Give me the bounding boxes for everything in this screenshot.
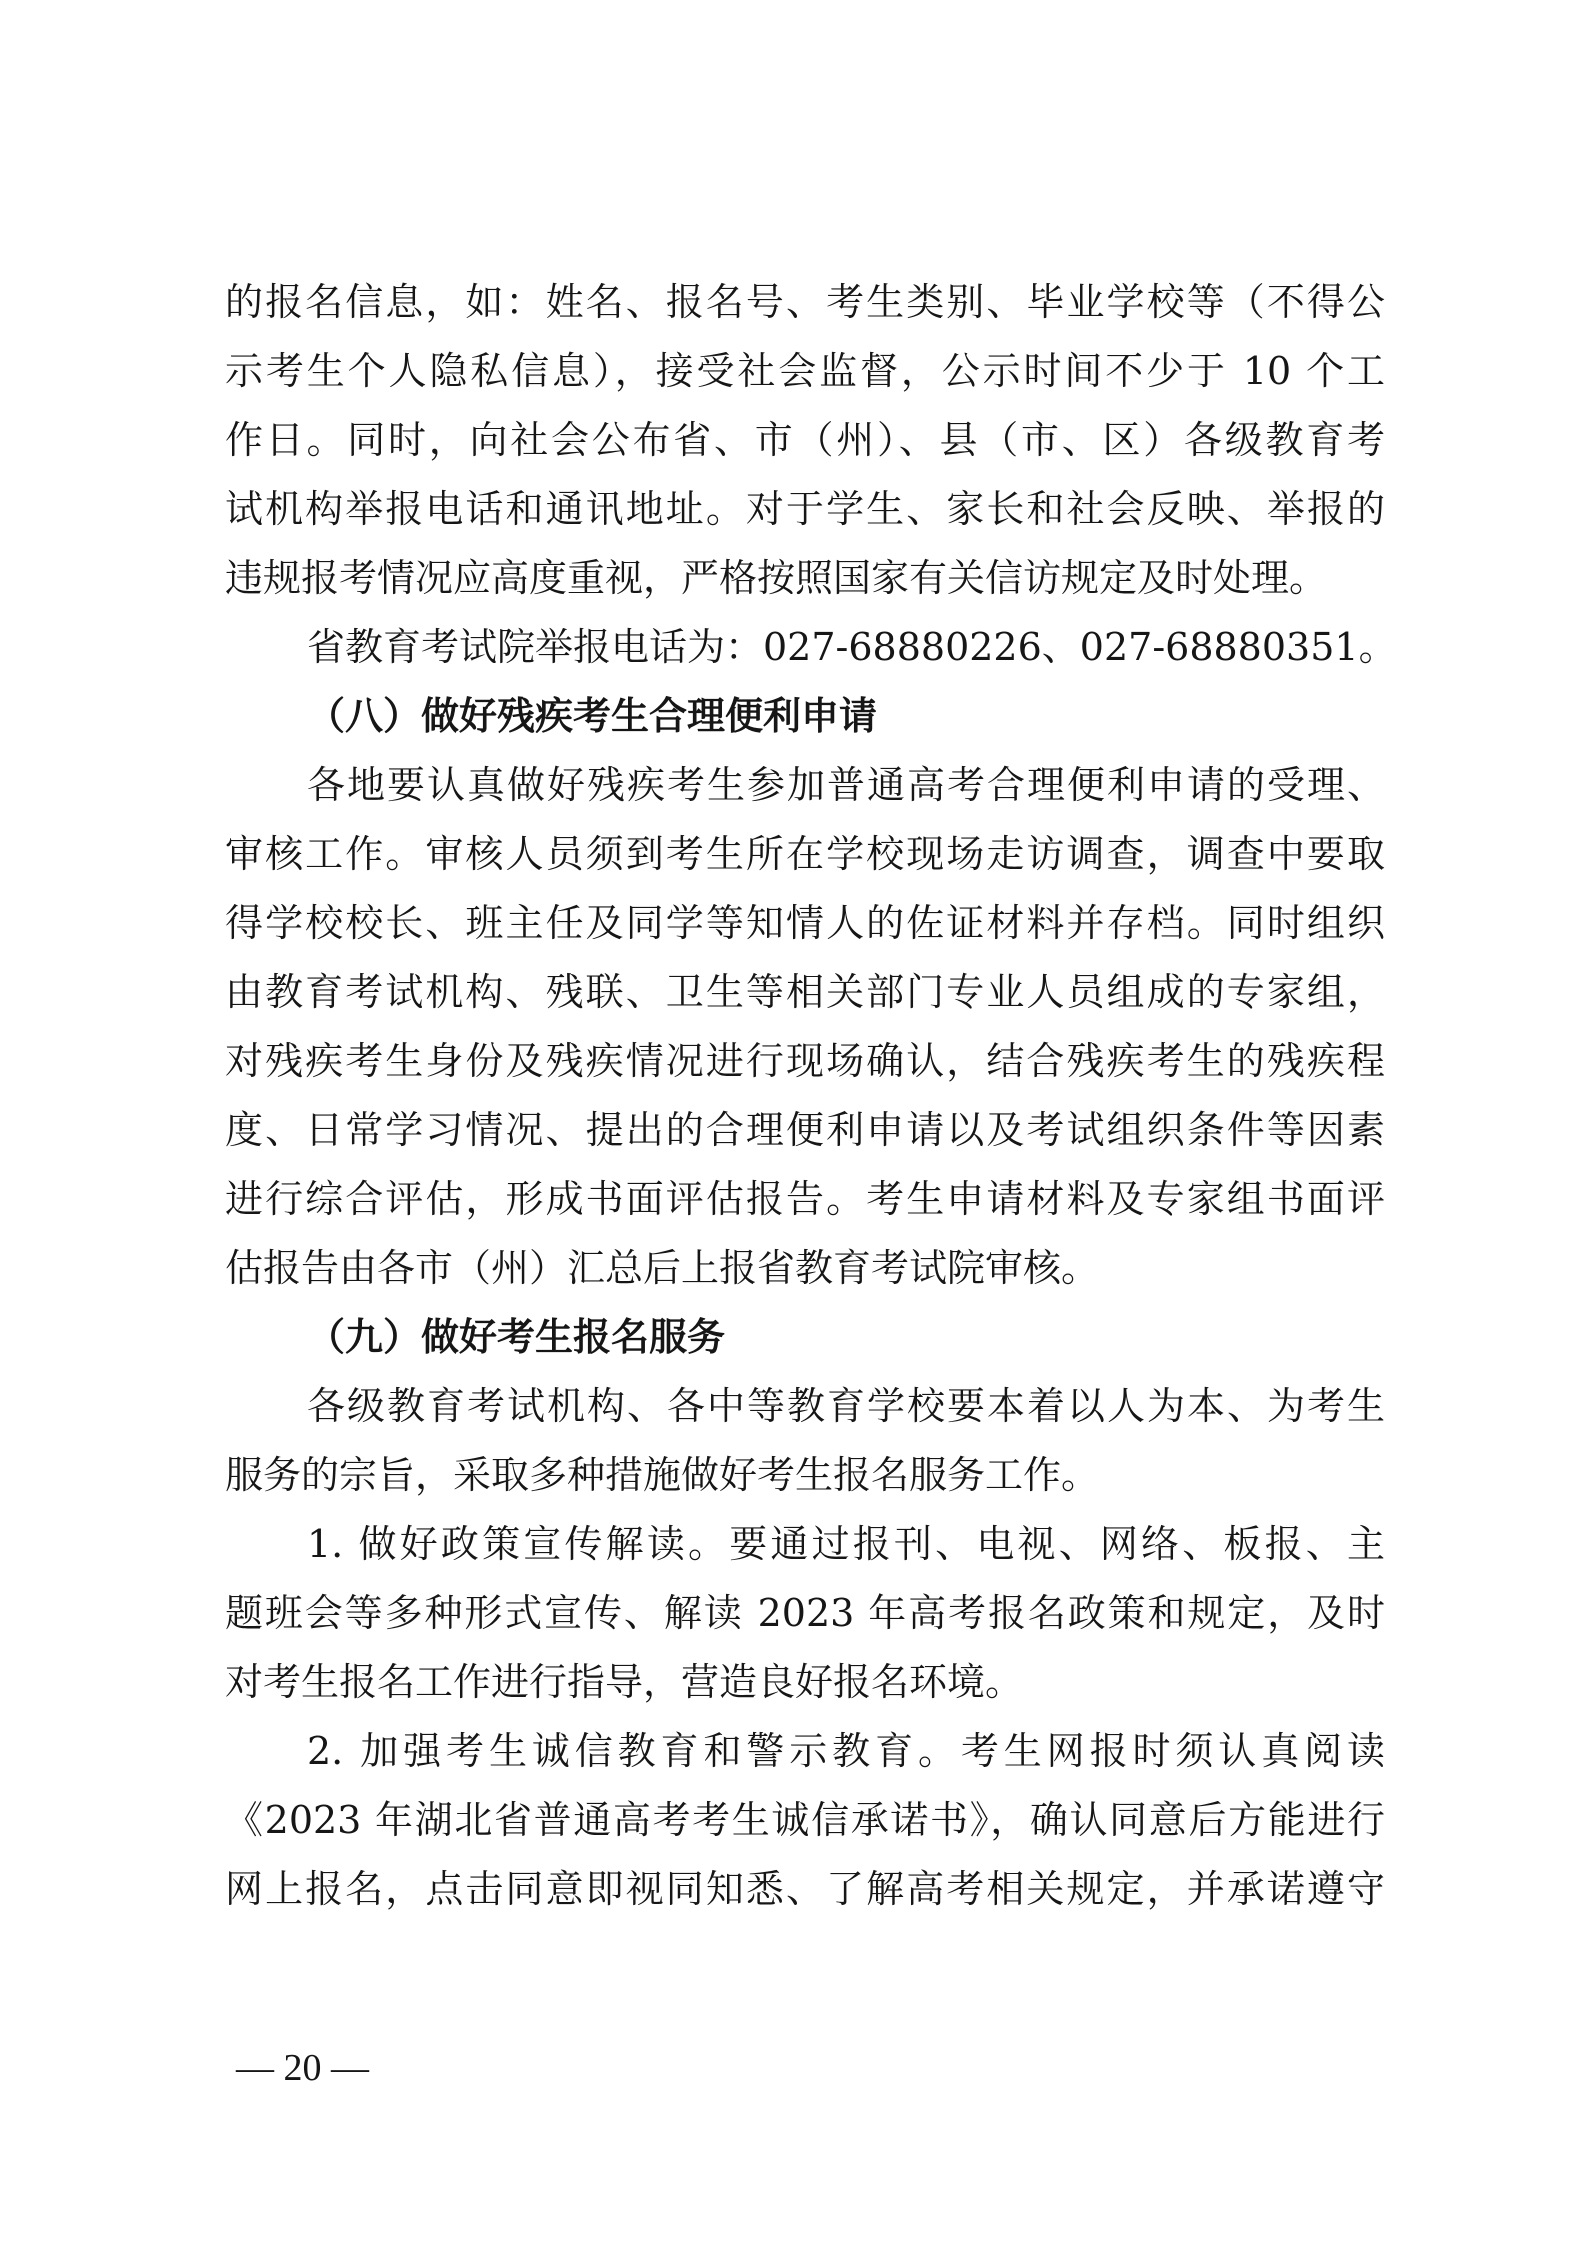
body-text-line: 2. 加强考生诚信教育和警示教育。考生网报时须认真阅读 bbox=[307, 1729, 1385, 1773]
body-text-line: 违规报考情况应高度重视，严格按照国家有关信访规定及时处理。 bbox=[225, 556, 1328, 600]
body-text-line: 示考生个人隐私信息），接受社会监督，公示时间不少于 10 个工 bbox=[225, 349, 1385, 393]
body-text-line: 《2023 年湖北省普通高考考生诚信承诺书》，确认同意后方能进行 bbox=[225, 1798, 1385, 1842]
page-number: — 20 — bbox=[236, 2047, 369, 2089]
body-text-line: 各地要认真做好残疾考生参加普通高考合理便利申请的受理、 bbox=[307, 763, 1385, 807]
body-text-line: 服务的宗旨，采取多种措施做好考生报名服务工作。 bbox=[225, 1453, 1100, 1497]
body-text-line: 网上报名，点击同意即视同知悉、了解高考相关规定，并承诺遵守 bbox=[225, 1867, 1385, 1911]
body-text-line: 题班会等多种形式宣传、解读 2023 年高考报名政策和规定，及时 bbox=[225, 1591, 1385, 1635]
body-text-line: 1. 做好政策宣传解读。要通过报刊、电视、网络、板报、主 bbox=[307, 1522, 1385, 1566]
body-text-line: 作日。同时，向社会公布省、市（州）、县（市、区）各级教育考 bbox=[225, 418, 1385, 462]
body-text-line: 估报告由各市（州）汇总后上报省教育考试院审核。 bbox=[225, 1246, 1100, 1290]
section-heading-8: （八）做好残疾考生合理便利申请 bbox=[307, 693, 878, 738]
body-text-line: 试机构举报电话和通讯地址。对于学生、家长和社会反映、举报的 bbox=[225, 487, 1385, 531]
section-heading-9: （九）做好考生报名服务 bbox=[307, 1314, 726, 1359]
body-text-line: 的报名信息，如：姓名、报名号、考生类别、毕业学校等（不得公 bbox=[225, 280, 1385, 324]
hotline-text: 省教育考试院举报电话为：027-68880226、027-68880351。 bbox=[307, 625, 1397, 669]
body-text-line: 各级教育考试机构、各中等教育学校要本着以人为本、为考生 bbox=[307, 1384, 1385, 1428]
body-text-line: 对考生报名工作进行指导，营造良好报名环境。 bbox=[225, 1660, 1024, 1704]
body-text-line: 进行综合评估，形成书面评估报告。考生申请材料及专家组书面评 bbox=[225, 1177, 1385, 1221]
body-text-line: 度、日常学习情况、提出的合理便利申请以及考试组织条件等因素 bbox=[225, 1108, 1385, 1152]
body-text-line: 得学校校长、班主任及同学等知情人的佐证材料并存档。同时组织 bbox=[225, 901, 1385, 945]
body-text-line: 审核工作。审核人员须到考生所在学校现场走访调查，调查中要取 bbox=[225, 832, 1385, 876]
body-text-line: 对残疾考生身份及残疾情况进行现场确认，结合残疾考生的残疾程 bbox=[225, 1039, 1385, 1083]
body-text-line: 由教育考试机构、残联、卫生等相关部门专业人员组成的专家组， bbox=[225, 970, 1385, 1014]
